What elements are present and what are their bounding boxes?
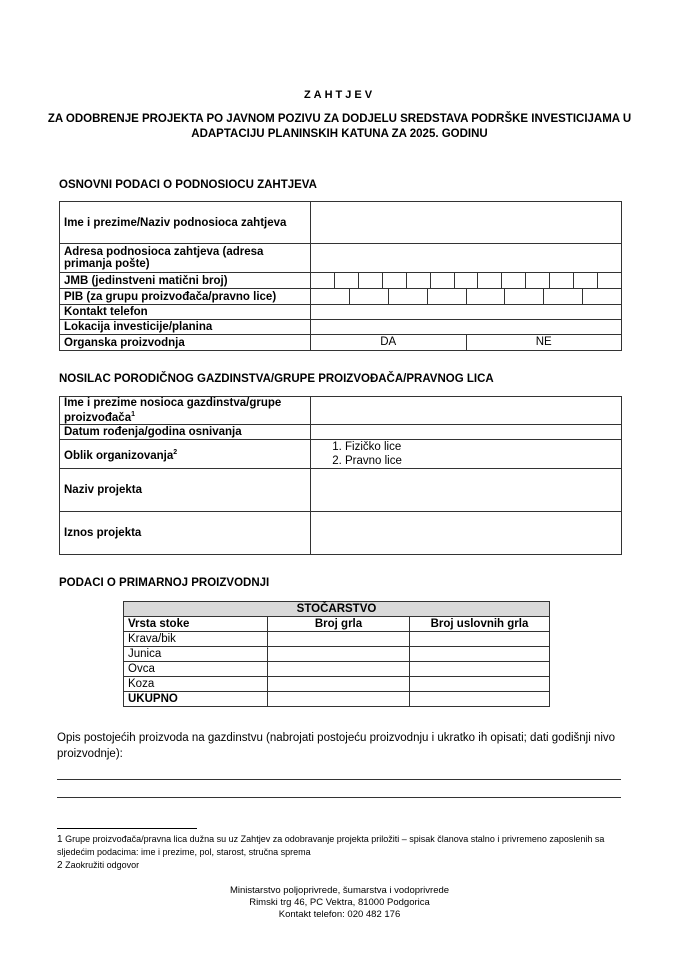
label-project-name: Naziv projekta bbox=[60, 469, 311, 512]
section-production-title: PODACI O PRIMARNOJ PROIZVODNJI bbox=[59, 577, 270, 589]
col-conditional-head-count: Broj uslovnih grla bbox=[410, 617, 550, 632]
livestock-type: Junica bbox=[124, 647, 268, 662]
footer-ministry: Ministarstvo poljoprivrede, šumarstva i vodoprivrede bbox=[229, 885, 450, 896]
field-pib[interactable] bbox=[311, 289, 622, 305]
footnote-1: 1 Grupe proizvođača/pravna lica dužna su uz Zahtjev za odobravanje projekta priložiti – spisak članova stalno i privremeno zaposlenih sa sljedećim podacima: ime i prezime, pol, starost, stručna sprema bbox=[57, 834, 605, 857]
field-total-head-count[interactable] bbox=[268, 692, 410, 707]
applicant-data-table bbox=[59, 201, 622, 351]
field-head-count[interactable] bbox=[268, 662, 410, 677]
label-organic-production: Organska proizvodnja bbox=[60, 335, 311, 351]
livestock-type: Ovca bbox=[124, 662, 268, 677]
table-row-total bbox=[124, 692, 550, 707]
option-legal-entity[interactable]: 2. Pravno lice bbox=[345, 454, 617, 468]
table-row bbox=[124, 662, 550, 677]
label-jmb: JMB (jedinstveni matični broj) bbox=[60, 273, 311, 289]
field-birth-date[interactable] bbox=[311, 425, 622, 440]
field-organic-production bbox=[311, 335, 622, 351]
footer-address: Rimski trg 46, PC Vektra, 81000 Podgorica bbox=[249, 897, 430, 908]
label-birth-date: Datum rođenja/godina osnivanja bbox=[60, 425, 311, 440]
page-footer bbox=[0, 885, 679, 921]
total-label: UKUPNO bbox=[124, 692, 268, 707]
section-holder-title: NOSILAC PORODIČNOG GAZDINSTVA/GRUPE PROIZVOĐAČA/PRAVNOG LICA bbox=[59, 373, 494, 385]
holder-data-table bbox=[59, 396, 622, 555]
description-prompt: Opis postojećih proizvoda na gazdinstvu (nabrojati postojeću proizvodnju i ukratko ih opisati; dati godišnji nivo proizvodnje): bbox=[57, 732, 616, 760]
label-project-amount: Iznos projekta bbox=[60, 512, 311, 555]
field-total-conditional-head-count[interactable] bbox=[410, 692, 550, 707]
col-head-count: Broj grla bbox=[268, 617, 410, 632]
field-jmb[interactable] bbox=[311, 273, 622, 289]
field-conditional-head-count[interactable] bbox=[410, 662, 550, 677]
field-investment-location[interactable] bbox=[311, 320, 622, 335]
livestock-type: Krava/bik bbox=[124, 632, 268, 647]
label-pib: PIB (za grupu proizvođača/pravno lice) bbox=[60, 289, 311, 305]
footer-phone: Kontakt telefon: 020 482 176 bbox=[278, 909, 401, 920]
field-contact-phone[interactable] bbox=[311, 305, 622, 320]
livestock-type: Koza bbox=[124, 677, 268, 692]
description-line[interactable] bbox=[57, 797, 621, 798]
description-line[interactable] bbox=[57, 779, 621, 780]
footnote-divider bbox=[57, 828, 197, 829]
document-title: ZAHTJEV bbox=[303, 89, 376, 101]
field-holder-name[interactable] bbox=[311, 397, 622, 425]
option-organic-no[interactable]: NE bbox=[535, 336, 552, 348]
field-head-count[interactable] bbox=[268, 677, 410, 692]
label-organization-form: Oblik organizovanja$^2$ bbox=[60, 440, 311, 469]
field-applicant-address[interactable] bbox=[311, 244, 622, 273]
livestock-table-title: STOČARSTVO bbox=[124, 602, 550, 617]
table-row bbox=[124, 647, 550, 662]
option-natural-person[interactable]: 1. Fizičko lice bbox=[345, 440, 617, 454]
label-applicant-name: Ime i prezime/Naziv podnosioca zahtjeva bbox=[60, 202, 311, 244]
label-applicant-address: Adresa podnosioca zahtjeva (adresa primanja pošte) bbox=[60, 244, 311, 273]
field-organization-form bbox=[311, 440, 622, 469]
field-conditional-head-count[interactable] bbox=[410, 632, 550, 647]
livestock-table bbox=[123, 601, 550, 707]
field-project-amount[interactable] bbox=[311, 512, 622, 555]
field-head-count[interactable] bbox=[268, 647, 410, 662]
field-project-name[interactable] bbox=[311, 469, 622, 512]
table-row bbox=[124, 677, 550, 692]
option-organic-yes[interactable]: DA bbox=[311, 335, 467, 350]
field-conditional-head-count[interactable] bbox=[410, 647, 550, 662]
label-contact-phone: Kontakt telefon bbox=[60, 305, 311, 320]
label-investment-location: Lokacija investicije/planina bbox=[60, 320, 311, 335]
field-applicant-name[interactable] bbox=[311, 202, 622, 244]
label-holder-name: Ime i prezime nosioca gazdinstva/grupe proizvođača$^1$ bbox=[60, 397, 311, 425]
field-head-count[interactable] bbox=[268, 632, 410, 647]
field-conditional-head-count[interactable] bbox=[410, 677, 550, 692]
section-basic-data-title: OSNOVNI PODACI O PODNOSIOCU ZAHTJEVA bbox=[59, 179, 317, 191]
footnote-2: 2 Zaokružiti odgovor bbox=[57, 860, 140, 871]
table-row bbox=[124, 632, 550, 647]
document-subtitle: ZA ODOBRENJE PROJEKTA PO JAVNOM POZIVU ZA DODJELU SREDSTAVA PODRŠKE INVESTICIJAMA U ADAPTACIJU PLANINSKIH KATUNA ZA 2025. GODINU bbox=[47, 113, 632, 140]
col-livestock-type: Vrsta stoke bbox=[124, 617, 268, 632]
